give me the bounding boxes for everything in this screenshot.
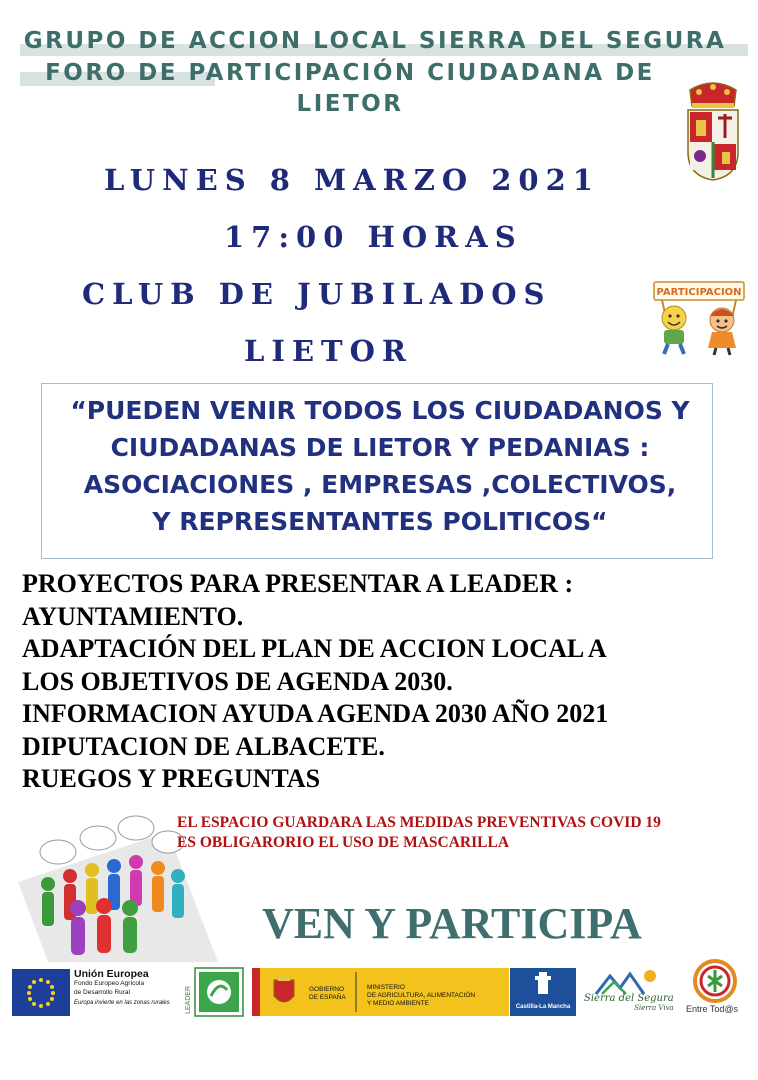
leader-logo [185, 966, 245, 1018]
agenda-item: AYUNTAMIENTO. [22, 601, 244, 631]
leader-text: LEADER [185, 985, 192, 1014]
gobierno-line: GOBIERNO [309, 986, 345, 993]
agenda-item: INFORMACION AYUDA AGENDA 2030 AÑO 2021 [22, 699, 609, 728]
sierra-del-segura-text [584, 993, 674, 1012]
sierra-del-segura-icon [592, 968, 664, 996]
invitation-quote [48, 392, 712, 540]
ministerio-line: MINISTERIO [367, 984, 405, 991]
eu-fund-line: de Desarrollo Rural [74, 988, 130, 996]
header-title-line-1: GRUPO DE ACCION LOCAL SIERRA DEL SEGURA [23, 28, 727, 54]
eu-motto: Europa invierte en las zonas rurales [74, 1000, 170, 1006]
eu-flag-icon [12, 969, 70, 1016]
header-title-line-2: FORO DE PARTICIPACIÓN CIUDADANA DE [45, 60, 655, 86]
event-place: CLUB DE JUBILADOS [82, 277, 552, 311]
covid-line: ES OBLIGARORIO EL USO DE MASCARILLA [177, 834, 510, 851]
agenda-list [22, 568, 722, 796]
eu-fund-line: Fondo Europeo Agrícola [74, 980, 145, 987]
quote-line: CIUDADANAS DE LIETOR Y PEDANIAS : [110, 433, 650, 462]
sierra-subtitle: Sierra Viva [634, 1004, 674, 1012]
gobierno-line: DE ESPAÑA [309, 994, 346, 1001]
event-date: LUNES 8 MARZO 2021 [104, 163, 600, 197]
coat-of-arms-icon [684, 80, 742, 182]
castilla-text: Castilla-La Mancha [515, 1004, 571, 1010]
event-town: LIETOR [244, 334, 414, 368]
ministerio-line: DE AGRICULTURA, ALIMENTACIÓN [367, 992, 476, 999]
children-participation-icon [648, 278, 748, 356]
covid-line: EL ESPACIO GUARDARA LAS MEDIDAS PREVENTIVAS COVID 19 [177, 814, 661, 831]
eu-title: Unión Europea [74, 968, 149, 980]
agenda-item: RUEGOS Y PREGUNTAS [22, 764, 321, 793]
agenda-item: PROYECTOS PARA PRESENTAR A LEADER : [22, 569, 574, 598]
call-to-action: VEN Y PARTICIPA [262, 899, 642, 948]
quote-line: ASOCIACIONES , EMPRESAS ,COLECTIVOS, [83, 470, 677, 499]
sierra-title: Sierra del Segura [584, 993, 674, 1004]
event-time: 17:00 HORAS [224, 220, 523, 254]
ministerio-line: Y MEDIO AMBIENTE [367, 1000, 430, 1007]
quote-line: “PUEDEN VENIR TODOS LOS CIUDADANOS Y [70, 396, 690, 425]
agenda-item: ADAPTACIÓN DEL PLAN DE ACCION LOCAL A [22, 634, 607, 663]
entre-todos-text: Entre Tod@s [686, 1004, 738, 1014]
agenda-item: LOS OBJETIVOS DE AGENDA 2030. [22, 666, 453, 696]
eu-logo-text [74, 968, 170, 1006]
covid-notice [177, 813, 661, 853]
header-title-line-3: LIETOR [296, 91, 404, 117]
entre-todos-icon [690, 958, 740, 1004]
castilla-la-mancha-logo [510, 968, 576, 1016]
quote-line: Y REPRESENTANTES POLITICOS“ [152, 507, 608, 536]
gobierno-text [309, 986, 346, 1002]
ministerio-text [367, 984, 475, 1008]
participation-sign-text: PARTICIPACION [656, 287, 742, 298]
agenda-item: DIPUTACION DE ALBACETE. [22, 731, 385, 761]
